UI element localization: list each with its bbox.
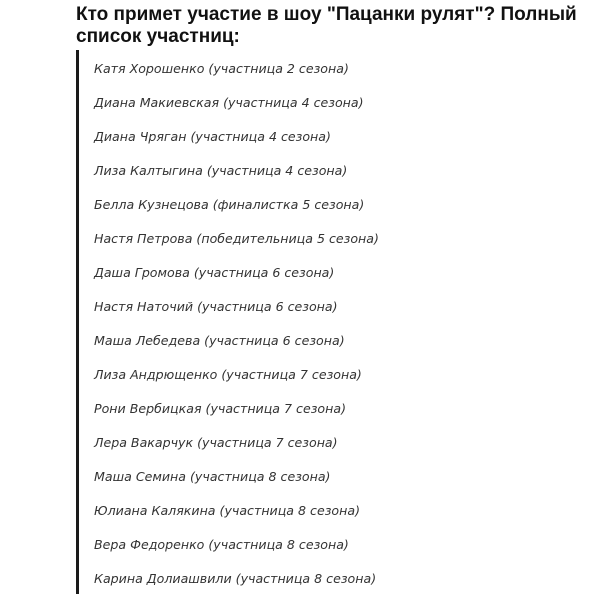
list-item: Лера Вакарчук (участница 7 сезона) [94, 435, 338, 450]
list-item: Диана Макиевская (участница 4 сезона) [94, 95, 364, 110]
list-item: Вера Федоренко (участница 8 сезона) [94, 537, 349, 552]
list-item: Юлиана Калякина (участница 8 сезона) [94, 503, 360, 518]
list-item: Маша Семина (участница 8 сезона) [94, 469, 331, 484]
list-item: Лиза Андрющенко (участница 7 сезона) [94, 367, 362, 382]
article-heading: Кто примет участие в шоу "Пацанки рулят"? Полный список участниц: [76, 4, 577, 47]
list-item: Диана Чряган (участница 4 сезона) [94, 129, 331, 144]
list-item: Белла Кузнецова (финалистка 5 сезона) [94, 197, 365, 212]
list-item: Рони Вербицкая (участница 7 сезона) [94, 401, 346, 416]
list-item: Даша Громова (участница 6 сезона) [94, 265, 335, 280]
list-item: Лиза Калтыгина (участница 4 сезона) [94, 163, 348, 178]
list-item: Маша Лебедева (участница 6 сезона) [94, 333, 345, 348]
list-item: Катя Хорошенко (участница 2 сезона) [94, 61, 349, 76]
list-item: Настя Наточий (участница 6 сезона) [94, 299, 338, 314]
participant-blockquote [76, 50, 596, 594]
list-item: Настя Петрова (победительница 5 сезона) [94, 231, 379, 246]
list-item: Карина Долиашвили (участница 8 сезона) [94, 571, 377, 586]
